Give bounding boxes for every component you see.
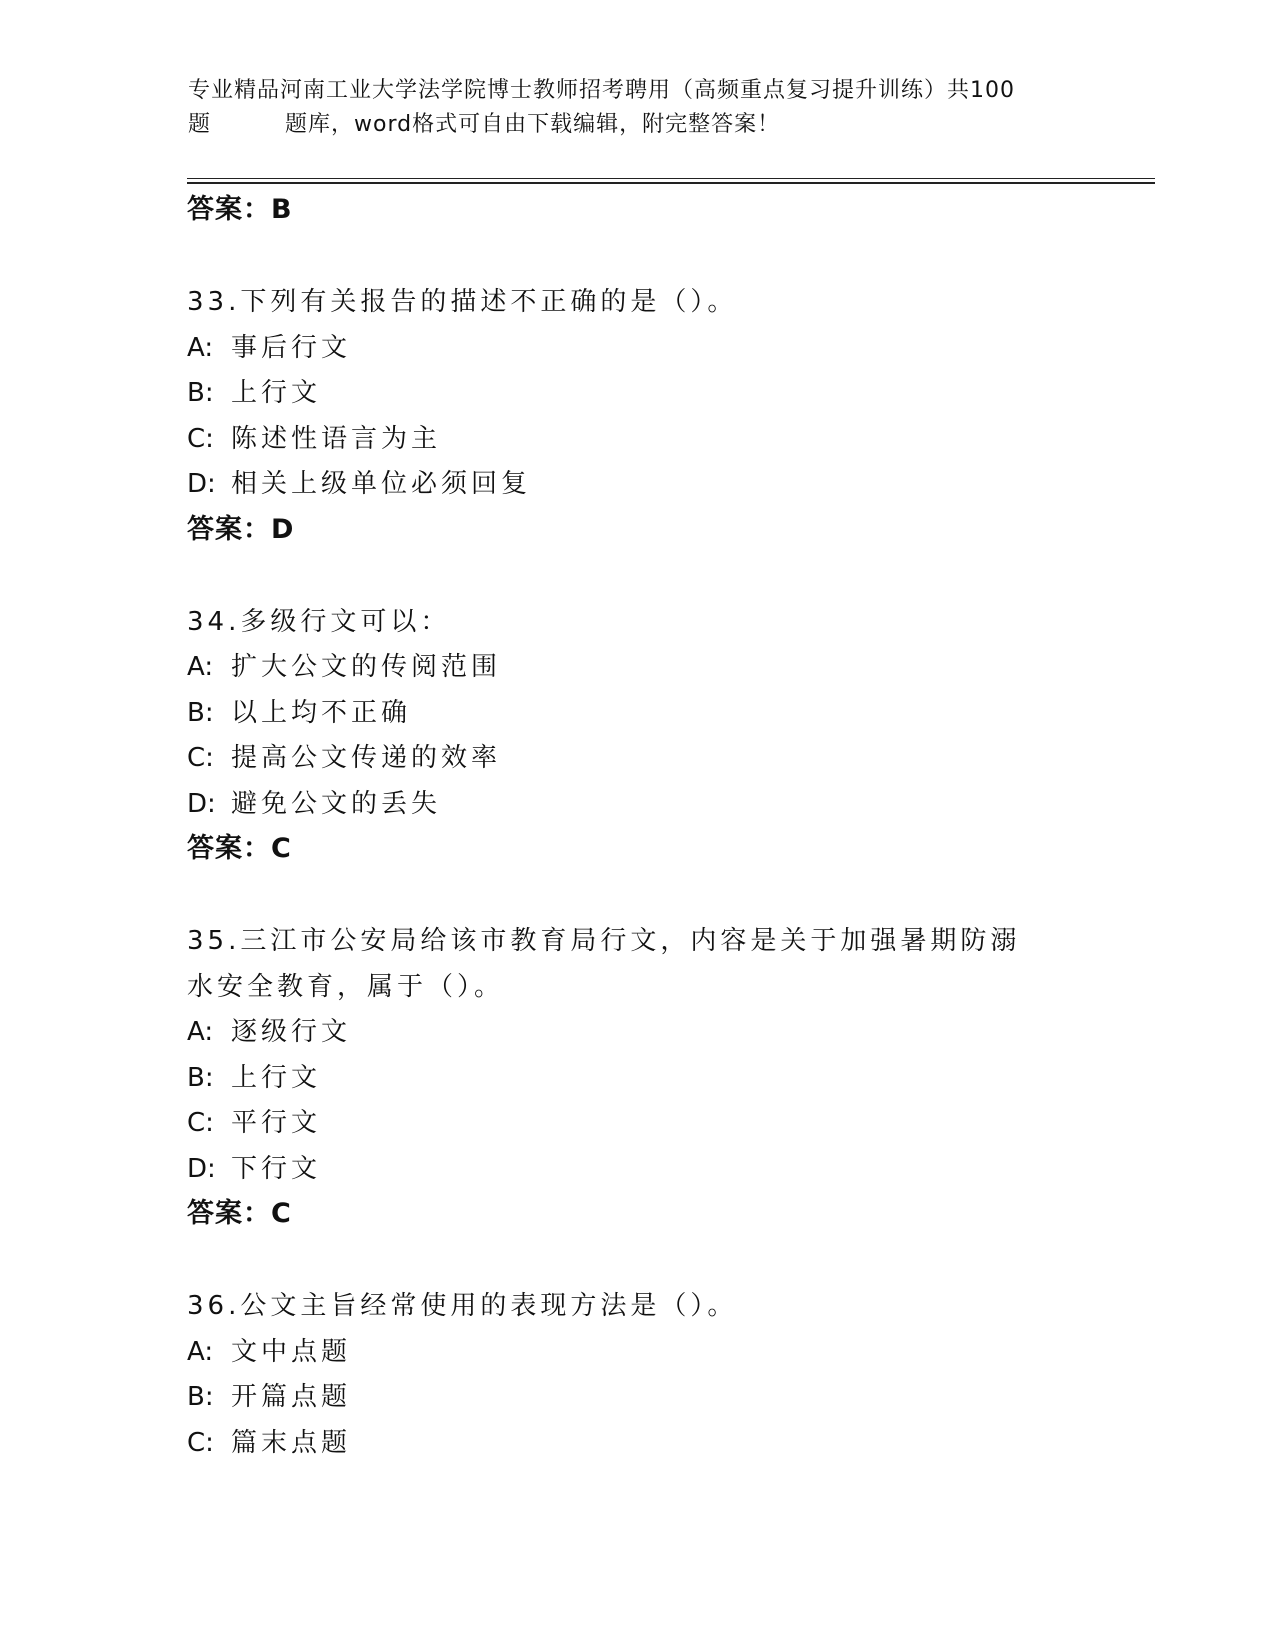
option-text: 上行文 <box>231 1062 322 1093</box>
header-rule-thin <box>187 178 1155 179</box>
option-letter: C: <box>187 743 214 773</box>
option-text: 以上均不正确 <box>231 697 412 728</box>
question-block <box>187 600 1087 874</box>
option-letter: D: <box>187 469 216 499</box>
option-text: 事后行文 <box>231 332 352 363</box>
option-letter: C: <box>187 423 214 454</box>
answer-option <box>187 1421 1087 1467</box>
header-title-line1: 专业精品河南工业大学法学院博士教师招考聘用（高频重点复习提升训练）共100 <box>188 78 1015 103</box>
option-text: 上行文 <box>231 378 322 408</box>
option-text: 提高公文传递的效率 <box>231 743 502 773</box>
question-block <box>187 919 1087 1238</box>
question-block <box>187 280 1087 554</box>
option-text: 相关上级单位必须回复 <box>231 469 532 499</box>
answer-option <box>187 1056 1087 1102</box>
option-letter: B: <box>187 1382 214 1412</box>
option-letter: D: <box>187 788 216 819</box>
answer-option <box>187 1375 1087 1421</box>
question-answer: 答案：D <box>187 513 295 545</box>
document-header <box>188 74 1088 142</box>
option-letter: A: <box>187 332 214 363</box>
option-text: 下行文 <box>231 1153 322 1184</box>
option-text: 逐级行文 <box>231 1017 352 1047</box>
answer-option <box>187 1330 1087 1376</box>
option-letter: A: <box>187 652 214 682</box>
answer-option <box>187 417 1087 463</box>
question-list <box>187 188 1087 1466</box>
option-letter: A: <box>187 1017 214 1047</box>
answer-option <box>187 1147 1087 1193</box>
answer-option <box>187 371 1087 417</box>
option-letter: C: <box>187 1108 214 1138</box>
answer-option <box>187 736 1087 782</box>
question-answer: 答案：C <box>187 1198 292 1229</box>
answer-option <box>187 462 1087 508</box>
option-letter: D: <box>187 1153 216 1184</box>
option-letter: C: <box>187 1427 214 1458</box>
option-text: 开篇点题 <box>231 1382 352 1412</box>
option-letter: B: <box>187 697 214 728</box>
question-answer: 答案：C <box>187 833 292 864</box>
option-text: 避免公文的丢失 <box>231 788 442 819</box>
header-rule-thick <box>187 182 1155 184</box>
answer-option <box>187 691 1087 737</box>
option-text: 文中点题 <box>231 1336 352 1367</box>
answer-option <box>187 1101 1087 1147</box>
question-stem: 33.下列有关报告的描述不正确的是（）。 <box>187 287 738 317</box>
option-letter: A: <box>187 1336 214 1367</box>
question-stem: 36.公文主旨经常使用的表现方法是（）。 <box>187 1291 738 1321</box>
option-letter: B: <box>187 378 214 408</box>
answer-option <box>187 1010 1087 1056</box>
header-title-line2 <box>188 108 1088 142</box>
option-text: 陈述性语言为主 <box>231 423 442 454</box>
question-stem: 34.多级行文可以： <box>187 606 451 637</box>
option-text: 篇末点题 <box>231 1427 352 1458</box>
answer-option <box>187 326 1087 372</box>
header-line2-text: 题库，word格式可自由下载编辑，附完整答案！ <box>285 112 781 137</box>
question-block <box>187 1284 1087 1466</box>
answer-option <box>187 782 1087 828</box>
header-line2-lead: 题 <box>188 112 212 137</box>
option-text: 平行文 <box>231 1108 322 1138</box>
previous-answer: 答案：B <box>187 194 293 225</box>
answer-option <box>187 645 1087 691</box>
option-text: 扩大公文的传阅范围 <box>231 652 502 682</box>
question-stem: 35.三江市公安局给该市教育局行文，内容是关于加强暑期防溺水安全教育，属于（）。 <box>187 926 1021 1002</box>
option-letter: B: <box>187 1062 214 1093</box>
